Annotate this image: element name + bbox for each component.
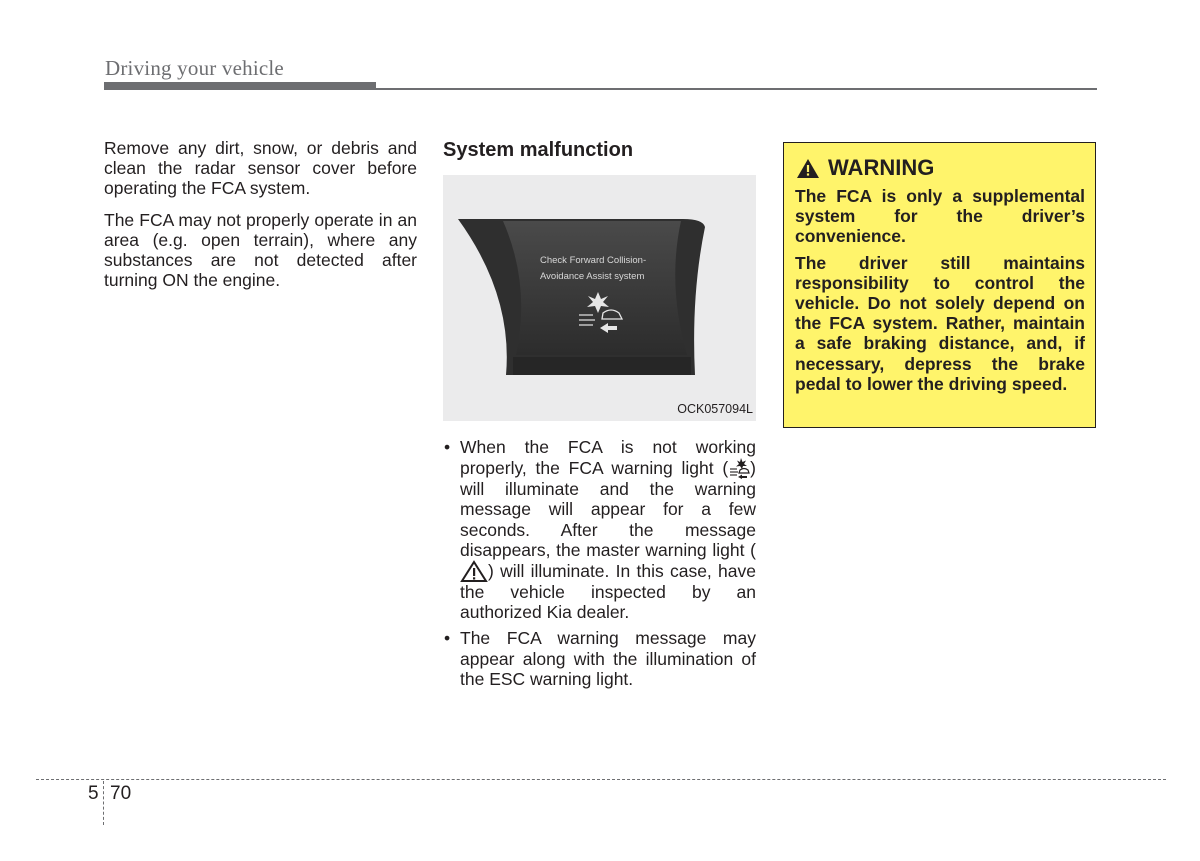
system-malfunction-heading: System malfunction bbox=[443, 139, 634, 161]
header-rule-thick bbox=[104, 82, 376, 90]
master-warning-light-icon bbox=[460, 560, 488, 582]
fca-warning-light-icon bbox=[728, 457, 750, 479]
warning-paragraph-responsibility: The driver still maintains responsibility to control the vehicle. Do not solely depend on the FCA system. Rather, maintain a safe braking distance, and, if necessary, depress the brake pedal to lower the driving speed. bbox=[795, 252, 1085, 394]
footer-dashed-rule bbox=[36, 779, 1166, 780]
cluster-display-illustration bbox=[443, 175, 756, 421]
warning-body bbox=[795, 186, 1085, 400]
warning-box bbox=[783, 142, 1096, 428]
display-message-line1: Check Forward Collision- bbox=[540, 255, 647, 266]
left-column bbox=[104, 138, 417, 301]
paragraph-open-terrain: The FCA may not properly operate in an area (e.g. open terrain), where any substances are not detected after turning ON the engine. bbox=[104, 209, 417, 291]
bullet2-text: The FCA warning message may appear along with the illumination of the ESC warning light. bbox=[460, 628, 756, 689]
page-number: 70 bbox=[110, 783, 132, 804]
list-item bbox=[443, 628, 756, 689]
warning-paragraph-supplemental: The FCA is only a supplemental system for the driver’s convenience. bbox=[795, 186, 1085, 247]
bullet-dot: • bbox=[444, 628, 451, 649]
header-rule-thin bbox=[376, 88, 1097, 90]
malfunction-bullets bbox=[443, 437, 756, 689]
middle-column bbox=[443, 138, 756, 695]
display-message-line2: Avoidance Assist system bbox=[540, 271, 645, 282]
list-item bbox=[443, 437, 756, 622]
bullet-dot: • bbox=[444, 437, 451, 457]
warning-heading bbox=[796, 155, 934, 181]
warning-triangle-icon bbox=[796, 158, 820, 179]
figure-code: OCK057094L bbox=[677, 401, 753, 416]
chapter-number: 5 bbox=[88, 783, 99, 804]
paragraph-radar-cover: Remove any dirt, snow, or debris and clean the radar sensor cover before operating the FCA system. bbox=[104, 138, 417, 199]
bullet1-text-part1: When the FCA is not working properly, the FCA warning light ( bbox=[460, 437, 756, 479]
cluster-display-figure bbox=[443, 175, 756, 421]
bullet1-text-part2: ) will illuminate and the warning message will appear for a few seconds. After the message disappears, the master warning light ( bbox=[460, 458, 756, 560]
warning-title: WARNING bbox=[828, 155, 935, 180]
section-title: Driving your vehicle bbox=[105, 56, 284, 80]
footer-separator bbox=[103, 781, 104, 825]
bullet1-text-part3: ) will illuminate. In this case, have the vehicle inspected by an authorized Kia dealer. bbox=[460, 561, 756, 623]
